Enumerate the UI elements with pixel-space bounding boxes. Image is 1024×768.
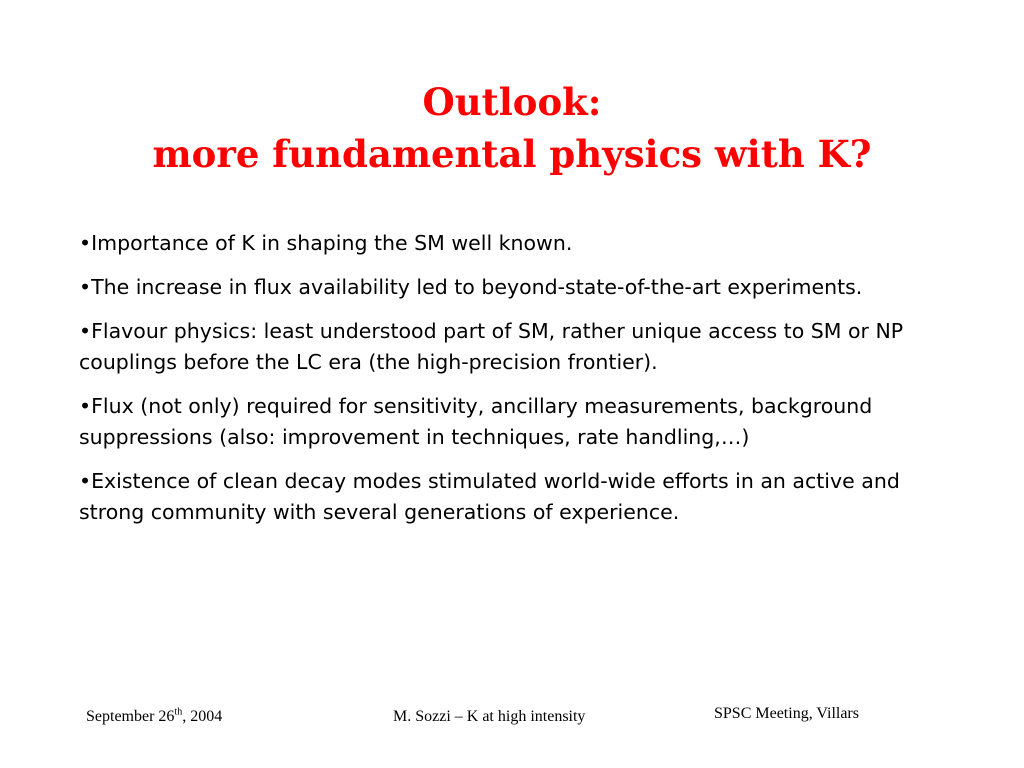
bullet-item: •Importance of K in shaping the SM well known. [79, 231, 573, 255]
footer-date-superscript: th [174, 706, 183, 718]
footer-date [86, 708, 222, 726]
bullet-item: •Flavour physics: least understood part of SM, rather unique access to SM or NP couplings before the LC era (the high-precision frontier). [79, 319, 904, 374]
slide-title [60, 76, 964, 180]
bullet-item: •Flux (not only) required for sensitivity, ancillary measurements, background suppressions (also: improvement in techniques, rate handling,…) [79, 394, 873, 449]
bullet-item: •Existence of clean decay modes stimulated world-wide efforts in an active and strong community with several generations of experience. [79, 469, 900, 524]
title-line-1: Outlook: [422, 80, 602, 124]
footer-meeting: SPSC Meeting, Villars [714, 705, 859, 722]
footer-date-year: , 2004 [182, 708, 223, 725]
footer-author: M. Sozzi – K at high intensity [393, 708, 586, 725]
bullet-list [79, 228, 949, 541]
title-line-2: more fundamental physics with K? [152, 132, 872, 176]
bullet-item: •The increase in flux availability led to beyond-state-of-the-art experiments. [79, 275, 863, 299]
footer-date-text: September 26 [86, 708, 175, 725]
